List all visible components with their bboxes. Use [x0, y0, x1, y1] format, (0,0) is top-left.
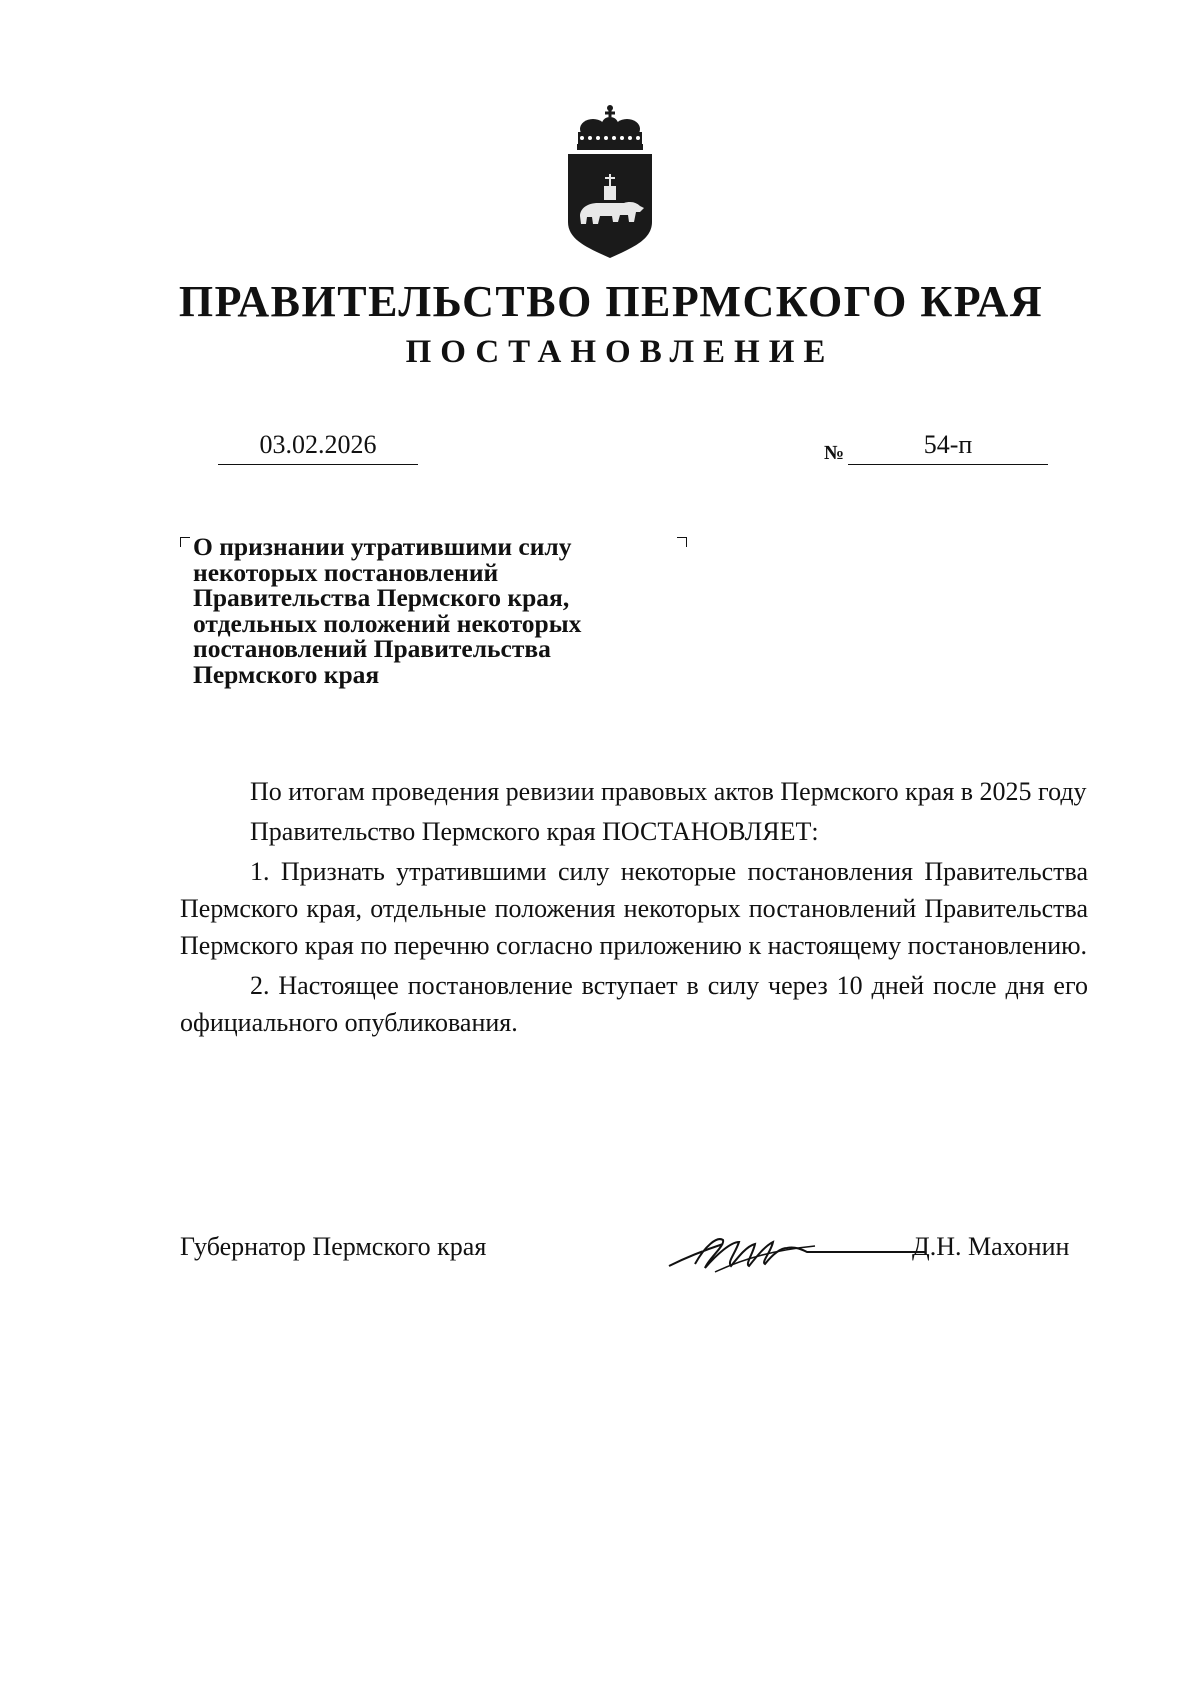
subject-line: отдельных положений некоторых	[193, 608, 582, 638]
document-date: 03.02.2026	[218, 430, 418, 465]
subject-corner-left	[180, 537, 190, 547]
body-paragraph-item-2: 2. Настоящее постановление вступает в силу через 10 дней после дня его официального опубликования.	[180, 971, 1088, 1037]
signatory-position: Губернатор Пермского края	[180, 1232, 487, 1261]
number-sign: №	[824, 442, 845, 464]
subject-corner-right	[677, 537, 687, 547]
body-paragraph-item-1: 1. Признать утратившими силу некоторые постановления Правительства Пермского края, отдельные положения некоторых постановлений Правительства Пермского края по перечню согласно приложению к настоящему постановлению.	[180, 857, 1088, 960]
subject-line: постановлений Правительства	[193, 634, 551, 663]
signatory-name: Д.Н. Махонин	[912, 1232, 1070, 1261]
subject-line: некоторых постановлений	[193, 557, 499, 587]
document-body	[180, 773, 1088, 1041]
document-type-title: ПОСТАНОВЛЕНИЕ	[405, 334, 835, 370]
document-number: 54-п	[848, 430, 1048, 465]
subject-line: О признании утратившими силу	[193, 532, 572, 561]
organization-title: ПРАВИТЕЛЬСТВО ПЕРМСКОГО КРАЯ	[178, 277, 1044, 326]
subject-line: Правительства Пермского края,	[193, 583, 570, 612]
handwritten-signature	[665, 1228, 925, 1278]
document-subject	[193, 534, 673, 687]
body-paragraph-resolves: Правительство Пермского края ПОСТАНОВЛЯЕТ:	[250, 817, 819, 846]
body-paragraph-preamble: По итогам проведения ревизии правовых актов Пермского края в 2025 году	[250, 777, 1087, 806]
coat-of-arms-emblem	[560, 104, 660, 262]
subject-line: Пермского края	[193, 659, 380, 689]
